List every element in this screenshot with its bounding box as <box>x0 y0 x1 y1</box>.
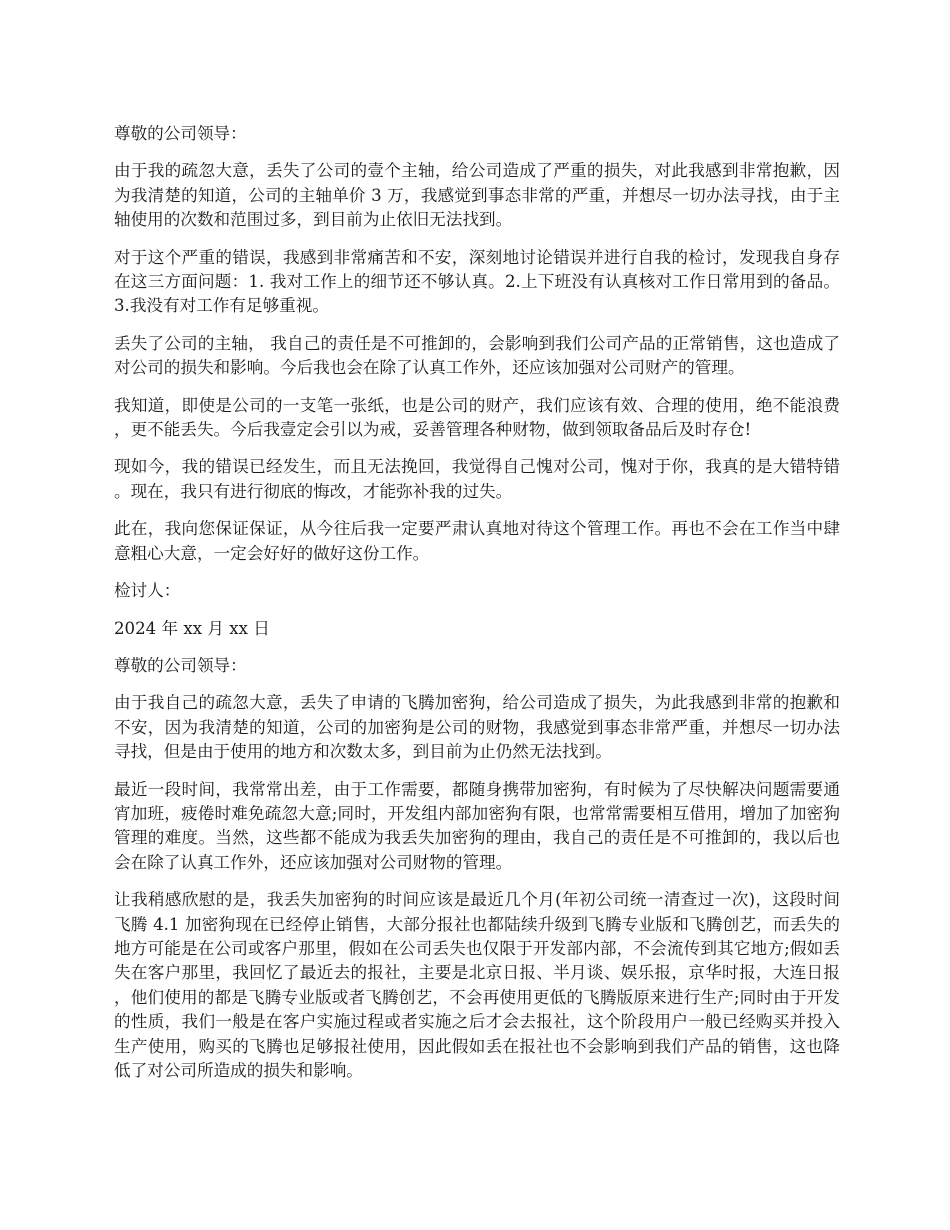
date-line: 2024 年 xx 月 xx 日 <box>114 618 270 638</box>
salutation: 尊敬的公司领导： <box>114 124 247 143</box>
signature-label: 检讨人： <box>114 581 181 601</box>
paragraph: 让我稍感欣慰的是，我丢失加密狗的时间应该是最近几个月(年初公司统一清查过一次)，这段时间飞腾 4.1 加密狗现在已经停止销售，大部分报社也都陆续升级到飞腾专业版和飞腾创艺，而丢失的地方可能是在公司或客户那里，假如在公司丢失也仅限于开发部内部，不会流传到其它地方;假如丢失在客户那里，我回忆了最近去的报社，主要是北京日报、半月谈、娱乐报，京华时报，大连日报，他们使用的都是飞腾专业版或者飞腾创艺，不会再使用更低的飞腾版原来进行生产;同时由于开发的性质，我们一般是在客户实施过程或者实施之后才会去报社，这个阶段用户一般已经购买并投入生产使用，购买的飞腾也足够报社使用，因此假如丢在报社也不会影响到我们产品的销售，这也降低了对公司所造成的损失和影响。 <box>114 890 840 1080</box>
paragraph: 最近一段时间，我常常出差，由于工作需要，都随身携带加密狗，有时候为了尽快解决问题需要通宵加班，疲倦时难免疏忽大意;同时，开发组内部加密狗有限，也常常需要相互借用，增加了加密狗管理的难度。当然，这些都不能成为我丢失加密狗的理由，我自己的责任是不可推卸的，我以后也会在除了认真工作外，还应该加强对公司财物的管理。 <box>114 779 840 872</box>
paragraph: 现如今，我的错误已经发生，而且无法挽回，我觉得自己愧对公司，愧对于你，我真的是大错特错。现在，我只有进行彻底的悔改，才能弥补我的过失。 <box>114 457 840 501</box>
paragraph: 对于这个严重的错误，我感到非常痛苦和不安，深刻地讨论错误并进行自我的检讨，发现我自身存在这三方面问题：1. 我对工作上的细节还不够认真。2.上下班没有认真核对工作日常用到的备品。3.我没有对工作有足够重视。 <box>114 247 840 316</box>
document-body <box>114 122 840 1096</box>
paragraph: 此在，我向您保证保证，从今往后我一定要严肃认真地对待这个管理工作。再也不会在工作当中肆意粗心大意，一定会好好的做好这份工作。 <box>114 519 840 563</box>
salutation: 尊敬的公司领导： <box>114 655 247 675</box>
paragraph: 由于我的疏忽大意，丢失了公司的壹个主轴，给公司造成了严重的损失，对此我感到非常抱歉，因为我清楚的知道，公司的主轴单价 3 万，我感觉到事态非常的严重，并想尽一切办法寻找，由于主轴使用的次数和范围过多，到目前为止依旧无法找到。 <box>114 161 840 230</box>
paragraph: 由于我自己的疏忽大意，丢失了申请的飞腾加密狗，给公司造成了损失，为此我感到非常的抱歉和不安，因为我清楚的知道，公司的加密狗是公司的财物，我感觉到事态非常严重，并想尽一切办法寻找，但是由于使用的地方和次数太多，到目前为止仍然无法找到。 <box>114 693 840 762</box>
paragraph: 丢失了公司的主轴， 我自己的责任是不可推卸的，会影响到我们公司产品的正常销售，这也造成了对公司的损失和影响。今后我也会在除了认真工作外，还应该加强对公司财产的管理。 <box>114 333 840 378</box>
paragraph: 我知道，即使是公司的一支笔一张纸，也是公司的财产，我们应该有效、合理的使用，绝不能浪费，更不能丢失。今后我壹定会引以为戒，妥善管理各种财物，做到领取备品后及时存仓! <box>114 395 840 440</box>
